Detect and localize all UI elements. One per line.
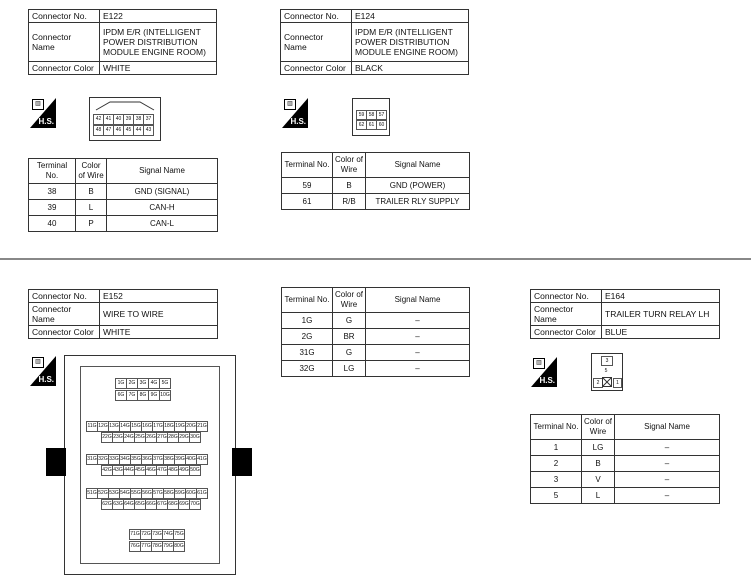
wire-color-header: Color of Wire	[76, 159, 107, 184]
section-divider	[0, 258, 751, 260]
pin-cell: 31G	[86, 454, 98, 465]
terminal-no-cell: 31G	[282, 345, 333, 361]
table-row	[531, 456, 720, 472]
connector-no-value: E124	[352, 10, 469, 23]
pin-cell: 32G	[97, 454, 109, 465]
connector-color-label: Connector Color	[531, 326, 602, 339]
pin-cell: 76G	[129, 541, 141, 552]
pin-cell: 60G	[185, 488, 197, 499]
pin-cell: 79G	[162, 541, 174, 552]
terminal-no-header: Terminal No.	[29, 159, 76, 184]
connector-no-value: E122	[100, 10, 217, 23]
connector-color-label: Connector Color	[281, 62, 352, 75]
terminal-no-cell: 38	[29, 184, 76, 200]
pin-cell: 27G	[156, 432, 168, 443]
wire-color-cell: P	[76, 216, 107, 232]
wire-color-header: Color of Wire	[333, 153, 366, 178]
pin-cell: 38	[133, 114, 144, 125]
pin-cell: 59G	[174, 488, 186, 499]
pin-cell: 77G	[140, 541, 152, 552]
e152-connector-info	[28, 289, 218, 339]
harness-side-icon	[282, 98, 308, 128]
pin-cell: 43G	[112, 465, 124, 476]
e152-terminal-table	[281, 287, 470, 377]
table-row	[282, 178, 470, 194]
pin-cell: 2G	[126, 378, 138, 389]
signal-name-cell: –	[615, 472, 720, 488]
e152-left-tab	[46, 448, 66, 476]
terminal-no-cell: 59	[282, 178, 333, 194]
pin-cell: 44	[133, 125, 144, 136]
connector-name-value: WIRE TO WIRE	[100, 303, 218, 326]
table-row	[282, 361, 470, 377]
pin-cell: 49G	[178, 465, 190, 476]
connector-name-value: IPDM E/R (INTELLIGENT POWER DISTRIBUTION MODULE ENGINE ROOM)	[100, 23, 217, 62]
signal-name-header: Signal Name	[366, 288, 470, 313]
wire-color-header: Color of Wire	[582, 415, 615, 440]
signal-name-cell: GND (SIGNAL)	[107, 184, 218, 200]
pin-cell: 40G	[185, 454, 197, 465]
e124-terminal-table	[281, 152, 470, 210]
pin-cell: 39	[123, 114, 134, 125]
pin-cell: 37G	[152, 454, 164, 465]
pin-cell: 54G	[119, 488, 131, 499]
terminal-no-header: Terminal No.	[282, 288, 333, 313]
terminal-no-cell: 61	[282, 194, 333, 210]
terminal-no-cell: 5	[531, 488, 582, 504]
pin-cell: 23G	[112, 432, 124, 443]
table-row	[282, 329, 470, 345]
pin-cell: 61	[366, 120, 377, 130]
pin-cell: 58G	[163, 488, 175, 499]
pin-cell: 42	[93, 114, 104, 125]
connector-color-value: WHITE	[100, 62, 217, 75]
pin-cell: 58	[366, 110, 377, 120]
signal-name-cell: –	[366, 329, 470, 345]
connector-name-label: Connector Name	[281, 23, 352, 62]
pin-cell: 45G	[134, 465, 146, 476]
pin-cell: 26G	[145, 432, 157, 443]
pin-cell: 57	[376, 110, 387, 120]
pin-cell: 11G	[86, 421, 98, 432]
terminal-no-cell: 32G	[282, 361, 333, 377]
pin-cell: 59	[356, 110, 367, 120]
terminal-no-header: Terminal No.	[282, 153, 333, 178]
table-row	[531, 488, 720, 504]
pin-cell: 15G	[130, 421, 142, 432]
pin-cell: 37	[143, 114, 154, 125]
pin-cell: 41	[103, 114, 114, 125]
pin-cell: 28G	[167, 432, 179, 443]
terminal-no-cell: 2	[531, 456, 582, 472]
pin-cell: 4G	[148, 378, 160, 389]
connector-no-label: Connector No.	[531, 290, 602, 303]
pin-cell: 3G	[137, 378, 149, 389]
pin-cell: 24G	[123, 432, 135, 443]
hs-label: H.S.	[539, 376, 555, 385]
harness-side-icon	[30, 98, 56, 128]
pin-cell: 62G	[101, 499, 113, 510]
connector-glyph-icon: ▥	[32, 357, 44, 368]
pin-cell: 25G	[134, 432, 146, 443]
connector-color-value: BLACK	[352, 62, 469, 75]
e164-connector-info	[530, 289, 720, 339]
pin-cell: 44G	[123, 465, 135, 476]
pin-cell: 63G	[112, 499, 124, 510]
pin-cell: 34G	[119, 454, 131, 465]
connector-glyph-icon: ▥	[533, 358, 545, 369]
pin-cell: 47G	[156, 465, 168, 476]
connector-no-label: Connector No.	[29, 290, 100, 303]
pin-grid	[356, 110, 386, 130]
blank-pin-icon	[602, 377, 612, 387]
pin-cell: 21G	[196, 421, 208, 432]
pin-cell: 64G	[123, 499, 135, 510]
pin-cell: 16G	[141, 421, 153, 432]
wire-color-cell: LG	[582, 440, 615, 456]
wire-color-cell: V	[582, 472, 615, 488]
connector-latch-icon	[90, 98, 160, 112]
hs-label: H.S.	[38, 375, 54, 384]
table-row	[282, 313, 470, 329]
signal-name-cell: –	[366, 361, 470, 377]
connector-color-label: Connector Color	[29, 326, 100, 339]
harness-side-icon	[531, 357, 557, 387]
wire-color-cell: L	[582, 488, 615, 504]
pin-cell: 30G	[189, 432, 201, 443]
table-row	[29, 216, 218, 232]
e122-terminal-table	[28, 158, 218, 232]
pin-cell: 38G	[163, 454, 175, 465]
pin-cell: 65G	[134, 499, 146, 510]
table-row	[531, 472, 720, 488]
pin-1: 1	[613, 378, 622, 388]
pin-cell: 47	[103, 125, 114, 136]
pin-2: 2	[593, 378, 603, 388]
pin-cell: 1G	[115, 378, 127, 389]
table-row	[282, 194, 470, 210]
pin-cell: 57G	[152, 488, 164, 499]
signal-name-header: Signal Name	[107, 159, 218, 184]
pin-cell: 35G	[130, 454, 142, 465]
pin-cell: 80G	[173, 541, 185, 552]
hs-label: H.S.	[290, 117, 306, 126]
pin-cell: 43	[143, 125, 154, 136]
e124-connector-info	[280, 9, 469, 75]
pin-cell: 13G	[108, 421, 120, 432]
pin-cell: 51G	[86, 488, 98, 499]
pin-cell: 10G	[159, 390, 171, 401]
pin-cell: 40	[113, 114, 124, 125]
pin-cell: 5G	[159, 378, 171, 389]
pin-cell: 70G	[189, 499, 201, 510]
signal-name-cell: GND (POWER)	[366, 178, 470, 194]
pin-cell: 46G	[145, 465, 157, 476]
terminal-no-cell: 40	[29, 216, 76, 232]
pin-cell: 62	[356, 120, 367, 130]
hs-label: H.S.	[38, 117, 54, 126]
connector-no-value: E152	[100, 290, 218, 303]
pin-cell: 78G	[151, 541, 163, 552]
signal-name-cell: TRAILER RLY SUPPLY	[366, 194, 470, 210]
pin-cell: 22G	[101, 432, 113, 443]
harness-side-icon	[30, 356, 56, 386]
pin-cell: 39G	[174, 454, 186, 465]
pin-cell: 50G	[189, 465, 201, 476]
pin-cell: 41G	[196, 454, 208, 465]
pin-cell: 68G	[167, 499, 179, 510]
wire-color-cell: B	[333, 178, 366, 194]
pin-cell: 18G	[163, 421, 175, 432]
signal-name-cell: CAN-H	[107, 200, 218, 216]
wire-color-cell: B	[582, 456, 615, 472]
terminal-no-cell: 1	[531, 440, 582, 456]
connector-color-value: BLUE	[602, 326, 720, 339]
pin-cell: 7G	[126, 390, 138, 401]
terminal-no-cell: 3	[531, 472, 582, 488]
terminal-no-cell: 2G	[282, 329, 333, 345]
pin-cell: 73G	[151, 529, 163, 540]
table-row	[29, 200, 218, 216]
pin-cell: 6G	[115, 390, 127, 401]
connector-color-value: WHITE	[100, 326, 218, 339]
connector-glyph-icon: ▥	[32, 99, 44, 110]
e164-connector-face	[591, 353, 623, 391]
signal-name-header: Signal Name	[615, 415, 720, 440]
pin-cell: 48	[93, 125, 104, 136]
wire-color-cell: BR	[333, 329, 366, 345]
wire-color-cell: L	[76, 200, 107, 216]
pin-cell: 72G	[140, 529, 152, 540]
e124-connector-face	[352, 98, 390, 136]
wire-color-header: Color of Wire	[333, 288, 366, 313]
pin-cell: 75G	[173, 529, 185, 540]
wire-color-cell: LG	[333, 361, 366, 377]
pin-cell: 29G	[178, 432, 190, 443]
pin-cell: 9G	[148, 390, 160, 401]
pin-cell: 53G	[108, 488, 120, 499]
signal-name-cell: –	[615, 456, 720, 472]
table-row	[531, 440, 720, 456]
wire-color-cell: G	[333, 313, 366, 329]
table-row	[282, 345, 470, 361]
connector-name-label: Connector Name	[531, 303, 602, 326]
signal-name-cell: –	[366, 345, 470, 361]
pin-cell: 74G	[162, 529, 174, 540]
pin-cell: 8G	[137, 390, 149, 401]
pin-cell: 69G	[178, 499, 190, 510]
terminal-no-header: Terminal No.	[531, 415, 582, 440]
pin-cell: 52G	[97, 488, 109, 499]
e164-terminal-table	[530, 414, 720, 504]
connector-name-label: Connector Name	[29, 303, 100, 326]
connector-no-value: E164	[602, 290, 720, 303]
pin-cell: 17G	[152, 421, 164, 432]
table-row	[29, 184, 218, 200]
connector-name-value: TRAILER TURN RELAY LH	[602, 303, 720, 326]
pin-grid	[93, 114, 157, 136]
wire-color-cell: G	[333, 345, 366, 361]
pin-cell: 19G	[174, 421, 186, 432]
pin-cell: 36G	[141, 454, 153, 465]
pin-cell: 56G	[141, 488, 153, 499]
connector-glyph-icon: ▥	[284, 99, 296, 110]
pin-cell: 33G	[108, 454, 120, 465]
wire-color-cell: B	[76, 184, 107, 200]
signal-name-cell: –	[366, 313, 470, 329]
connector-no-label: Connector No.	[29, 10, 100, 23]
pin-cell: 42G	[101, 465, 113, 476]
pin-cell: 55G	[130, 488, 142, 499]
connector-name-label: Connector Name	[29, 23, 100, 62]
pin-grid	[80, 366, 218, 562]
pin-cell: 20G	[185, 421, 197, 432]
pin-cell: 48G	[167, 465, 179, 476]
terminal-no-cell: 1G	[282, 313, 333, 329]
signal-name-header: Signal Name	[366, 153, 470, 178]
pin-cell: 66G	[145, 499, 157, 510]
e122-connector-face	[89, 97, 161, 141]
pin-cell: 46	[113, 125, 124, 136]
connector-color-label: Connector Color	[29, 62, 100, 75]
pin-5: 5	[601, 367, 611, 375]
pin-cell: 71G	[129, 529, 141, 540]
e122-connector-info	[28, 9, 217, 75]
signal-name-cell: –	[615, 440, 720, 456]
signal-name-cell: CAN-L	[107, 216, 218, 232]
connector-name-value: IPDM E/R (INTELLIGENT POWER DISTRIBUTION MODULE ENGINE ROOM)	[352, 23, 469, 62]
pin-cell: 60	[376, 120, 387, 130]
pin-cell: 67G	[156, 499, 168, 510]
pin-cell: 61G	[196, 488, 208, 499]
pin-cell: 12G	[97, 421, 109, 432]
terminal-no-cell: 39	[29, 200, 76, 216]
pin-3: 3	[601, 356, 613, 366]
signal-name-cell: –	[615, 488, 720, 504]
connector-no-label: Connector No.	[281, 10, 352, 23]
pin-cell: 45	[123, 125, 134, 136]
e152-right-tab	[232, 448, 252, 476]
pin-cell: 14G	[119, 421, 131, 432]
wire-color-cell: R/B	[333, 194, 366, 210]
